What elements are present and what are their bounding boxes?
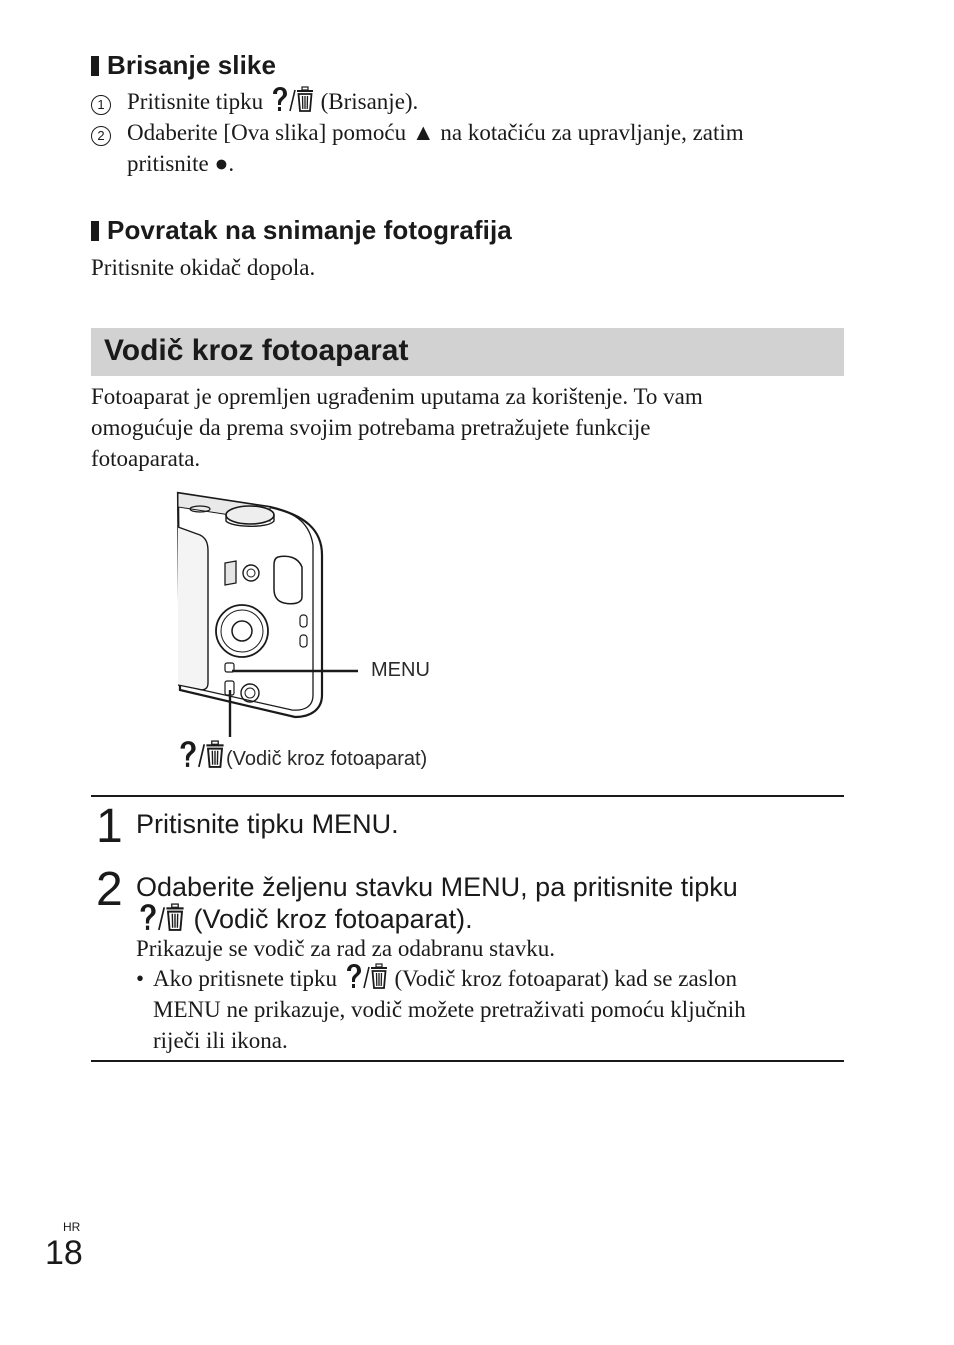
povratak-text: Pritisnite okidač dopola.	[91, 255, 316, 280]
section-title: Vodič kroz fotoaparat	[104, 334, 409, 367]
step-number: 2	[96, 863, 123, 916]
help-trash-icon	[176, 740, 226, 768]
menu-callout-label: MENU	[371, 659, 430, 681]
guide-callout-label: (Vodič kroz fotoaparat)	[176, 740, 427, 771]
help-trash-icon	[269, 86, 315, 112]
steps-bottom-rule	[91, 1060, 844, 1062]
section-bar	[91, 328, 844, 376]
steps-top-rule	[91, 795, 844, 797]
step-number: 1	[96, 800, 123, 853]
bullet-dot: •	[136, 966, 145, 991]
step-number-circle: 1	[91, 95, 111, 115]
step-number-circle: 2	[91, 126, 111, 146]
step-2-text: Odaberite željenu stavku MENU, pa pritisnite tipku (Vodič kroz fotoaparat).	[136, 872, 738, 934]
page-number: 18	[45, 1234, 83, 1272]
heading-marker	[91, 56, 99, 76]
brisanje-step-1: 1 Pritisnite tipku (Brisanje).	[91, 86, 851, 117]
heading-marker	[91, 221, 99, 241]
language-code: HR	[63, 1220, 81, 1234]
step-2-note: Prikazuje se vodič za rad za odabranu stavku.	[136, 936, 555, 961]
help-trash-icon	[343, 963, 389, 989]
heading-povratak: Povratak na snimanje fotografija	[91, 215, 512, 246]
brisanje-step-2: 2 Odaberite [Ova slika] pomoću ▲ na kotačiću za upravljanje, zatim pritisnite ●.	[91, 117, 851, 148]
help-trash-icon	[136, 903, 186, 931]
vodic-intro: Fotoaparat je opremljen ugrađenim uputama za korištenje. To vam omogućuje da prema svojim potrebama pretražujete funkcije fotoaparata.	[91, 384, 703, 471]
camera-illustration	[170, 485, 470, 775]
step-1-text: Pritisnite tipku MENU.	[136, 809, 399, 839]
heading-brisanje-slike: Brisanje slike	[91, 50, 276, 81]
